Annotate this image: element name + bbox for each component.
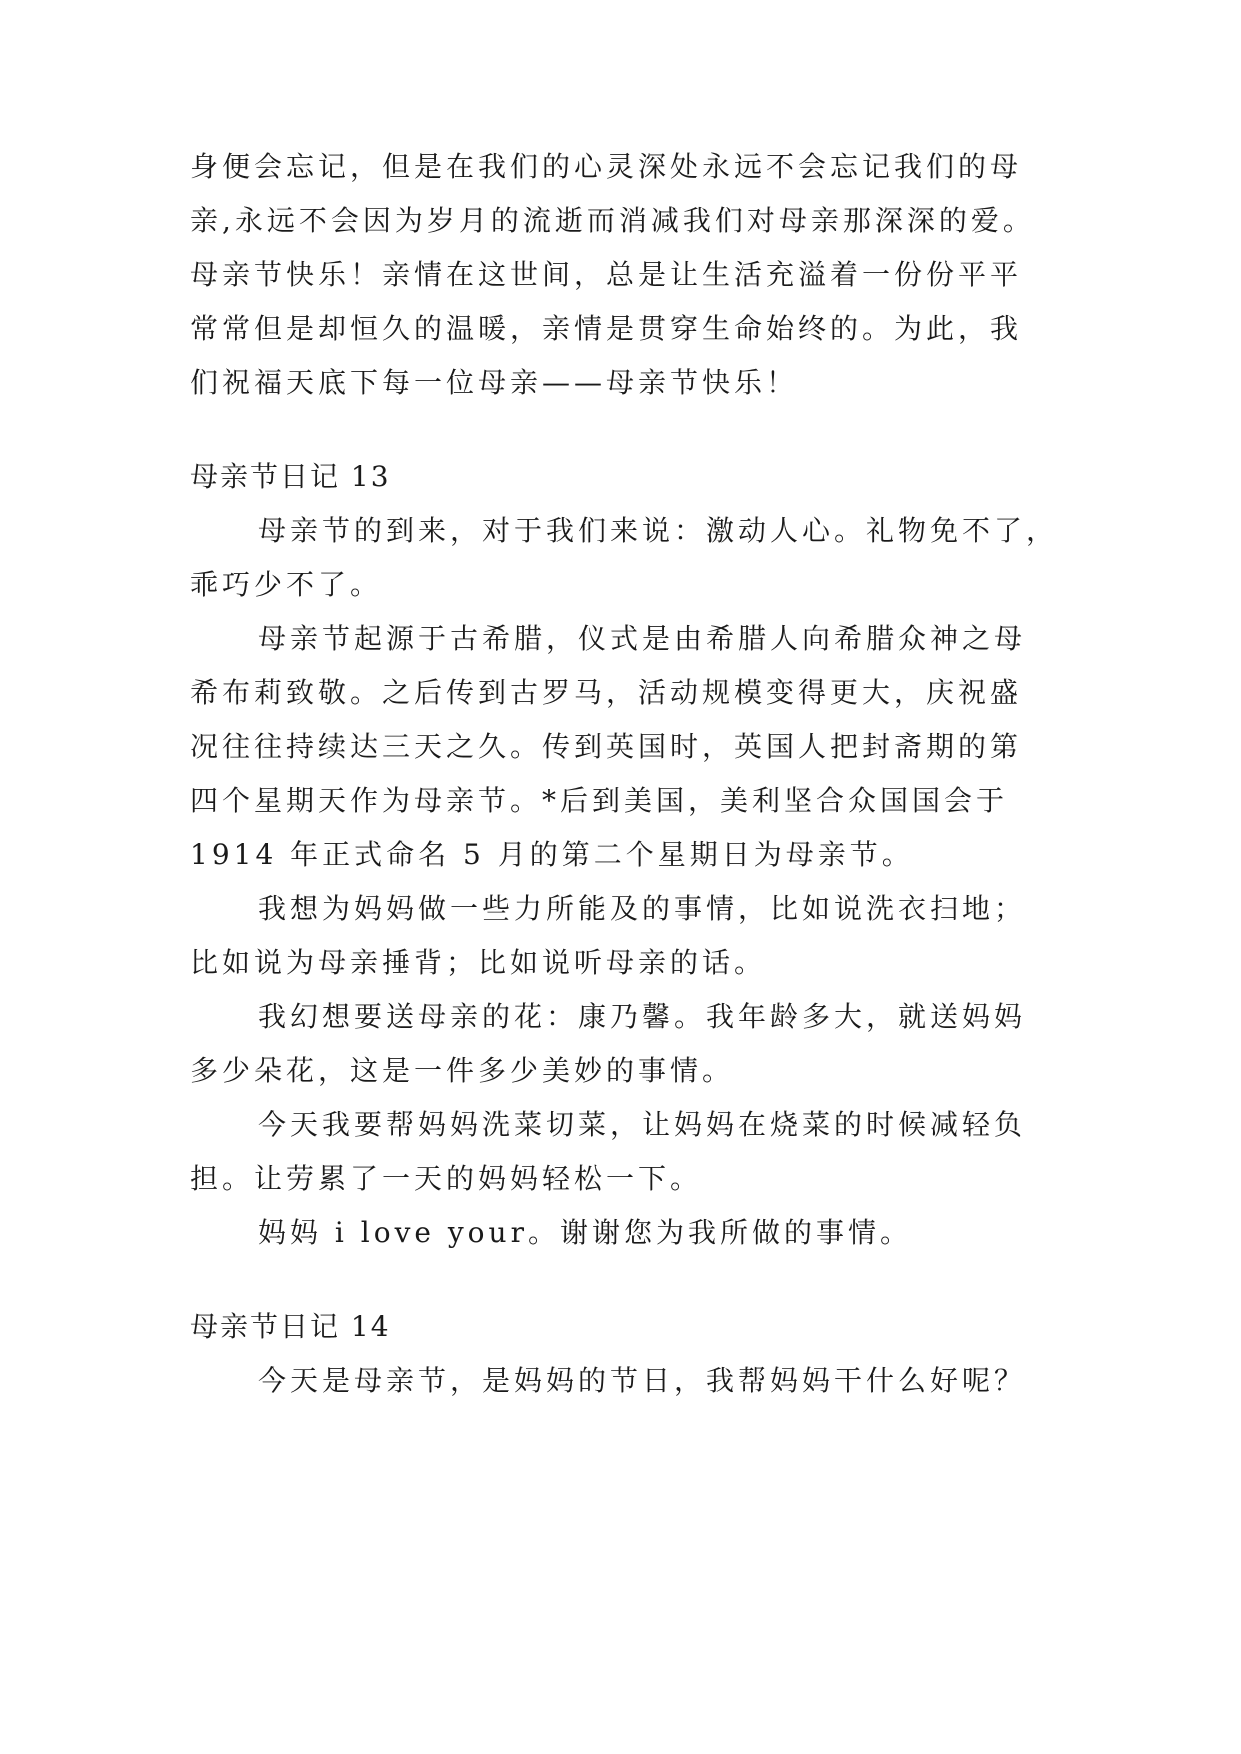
paragraph-line: 比如说为母亲捶背；比如说听母亲的话。 <box>190 946 767 979</box>
paragraph-line: 今天我要帮妈妈洗菜切菜，让妈妈在烧菜的时候减轻负 <box>258 1108 1027 1141</box>
paragraph-line: 我想为妈妈做一些力所能及的事情，比如说洗衣扫地； <box>258 892 1027 925</box>
paragraph-line: 1914 年正式命名 5 月的第二个星期日为母亲节。 <box>190 838 914 871</box>
section-heading: 母亲节日记 14 <box>190 1310 391 1343</box>
paragraph-line: 况往往持续达三天之久。传到英国时，英国人把封斋期的第 <box>190 730 1023 763</box>
paragraph-line: 我幻想要送母亲的花：康乃馨。我年龄多大，就送妈妈 <box>258 1000 1027 1033</box>
text-line: 亲,永远不会因为岁月的流逝而消减我们对母亲那深深的爱。 <box>190 204 1035 237</box>
section-heading: 母亲节日记 13 <box>190 460 391 493</box>
paragraph-line: 多少朵花，这是一件多少美妙的事情。 <box>190 1054 735 1087</box>
paragraph-line: 今天是母亲节，是妈妈的节日，我帮妈妈干什么好呢？ <box>258 1364 1027 1397</box>
text-line: 母亲节快乐！亲情在这世间，总是让生活充溢着一份份平平 <box>190 258 1023 291</box>
paragraph-line: 希布莉致敬。之后传到古罗马，活动规模变得更大，庆祝盛 <box>190 676 1023 709</box>
text-line: 身便会忘记，但是在我们的心灵深处永远不会忘记我们的母 <box>190 150 1023 183</box>
paragraph-line: 妈妈 i love your。谢谢您为我所做的事情。 <box>258 1216 912 1249</box>
text-line: 们祝福天底下每一位母亲——母亲节快乐！ <box>190 366 799 399</box>
text-line: 常常但是却恒久的温暖，亲情是贯穿生命始终的。为此，我 <box>190 312 1023 345</box>
paragraph-line: 乖巧少不了。 <box>190 568 383 601</box>
paragraph-line: 母亲节起源于古希腊，仪式是由希腊人向希腊众神之母 <box>258 622 1027 655</box>
paragraph-line: 母亲节的到来，对于我们来说：激动人心。礼物免不了， <box>258 514 1059 547</box>
paragraph-line: 四个星期天作为母亲节。*后到美国，美利坚合众国国会于 <box>190 784 1009 817</box>
paragraph-line: 担。让劳累了一天的妈妈轻松一下。 <box>190 1162 703 1195</box>
